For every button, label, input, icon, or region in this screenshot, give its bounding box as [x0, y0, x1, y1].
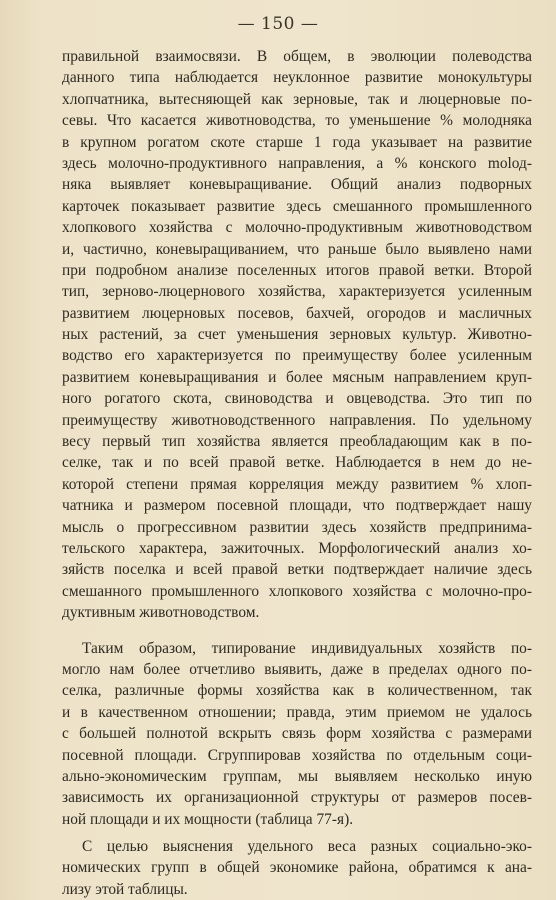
text-line: здесь молочно-продуктивного направления, а % конского molод- — [62, 154, 532, 172]
text-line: ально-экономическим группам, мы выявляем несколько иную — [62, 767, 532, 785]
text-line: развитием люцерновых посевов, бахчей, огородов и масличных — [62, 304, 532, 322]
paragraph-3 — [62, 836, 532, 900]
text-line: с большей полнотой вскрыть связь форм хозяйства с размерами — [62, 725, 532, 743]
text-line: ных растений, за счет уменьшения зерновых культур. Животно- — [62, 326, 532, 344]
text-line: лизу этой таблицы. — [62, 880, 188, 898]
text-line: няка выявляет коневыращивание. Общий анализ подворных — [62, 176, 532, 194]
text-line: преимуществу животноводственного направления. По удельному — [62, 411, 532, 429]
text-line: мысль о прогрессивном развитии здесь хозяйств предпринима- — [62, 518, 532, 536]
text-line: данного типа наблюдается неуклонное развитие монокультуры — [62, 69, 532, 87]
text-line: дуктивным животноводством. — [62, 604, 260, 622]
text-line: весу первый тип хозяйства является преобладающим как в по- — [62, 433, 532, 451]
text-line: карточек показывает развитие здесь смешанного промышленного — [62, 197, 532, 215]
text-line: ной площади и их мощности (таблица 77-я). — [62, 810, 354, 828]
text-line: при подробном анализе поселенных итогов правой ветки. Второй — [62, 261, 532, 279]
text-line: зависимость их организационной структуры от размеров посев- — [62, 789, 532, 807]
text-line: которой степени прямая корреляция между развитием % хлоп- — [62, 475, 532, 493]
text-line: номических групп в общей экономике района, обратимся к ана- — [62, 859, 532, 877]
text-line: и, частично, коневыращиванием, что раньше было выявлено нами — [62, 240, 532, 258]
text-line: Таким образом, типирование индивидуальных хозяйств по- — [82, 639, 532, 657]
text-line: развитием коневыращивания и более мясным направлением круп- — [62, 368, 532, 386]
text-line: ного рогатого скота, свиноводства и овцеводства. Это тип по — [62, 390, 532, 408]
page-text — [62, 46, 532, 900]
text-line: смешанного промышленного хлопкового хозяйства с молочно-про- — [62, 582, 532, 600]
text-line: в крупном рогатом скоте старше 1 года указывает на развитие — [62, 133, 532, 151]
paragraph-2 — [62, 638, 532, 831]
text-line: хлопчатника, вытесняющей как зерновые, так и люцерновые по- — [62, 90, 532, 108]
text-line: севы. Что касается животноводства, то уменьшение % молодняка — [62, 112, 532, 130]
text-line: могло нам более отчетливо выявить, даже в пределах одного по- — [62, 660, 532, 678]
text-line: С целью выяснения удельного веса разных социально-эко- — [82, 838, 532, 856]
text-line: посевной площади. Сгруппировав хозяйства по отдельным соци- — [62, 746, 532, 764]
paragraph-1 — [62, 46, 532, 624]
text-line: тип, зерново-люцернового хозяйства, характеризуется усиленным — [62, 283, 532, 301]
text-line: чатника и размером посевной площади, что подтверждает нашу — [62, 497, 532, 515]
text-line: зяйств поселка и всей правой ветки подтверждает наличие здесь — [62, 561, 532, 579]
text-line: тельского характера, зажиточных. Морфологический анализ хо- — [62, 539, 532, 557]
text-line: хлопкового хозяйства с молочно-продуктивным животноводством — [62, 219, 532, 237]
text-line: селке, так и по всей правой ветке. Наблюдается в нем до не- — [62, 454, 532, 472]
text-line: селка, различные формы хозяйства как в количественном, так — [62, 682, 532, 700]
text-line: и в качественном отношении; правда, этим приемом не удалось — [62, 703, 532, 721]
text-line: правильной взаимосвязи. В общем, в эволюции полеводства — [62, 48, 532, 65]
text-line: водство его характеризуется по преимуществу более усиленным — [62, 347, 532, 365]
page-number: — 150 — — [237, 14, 319, 34]
